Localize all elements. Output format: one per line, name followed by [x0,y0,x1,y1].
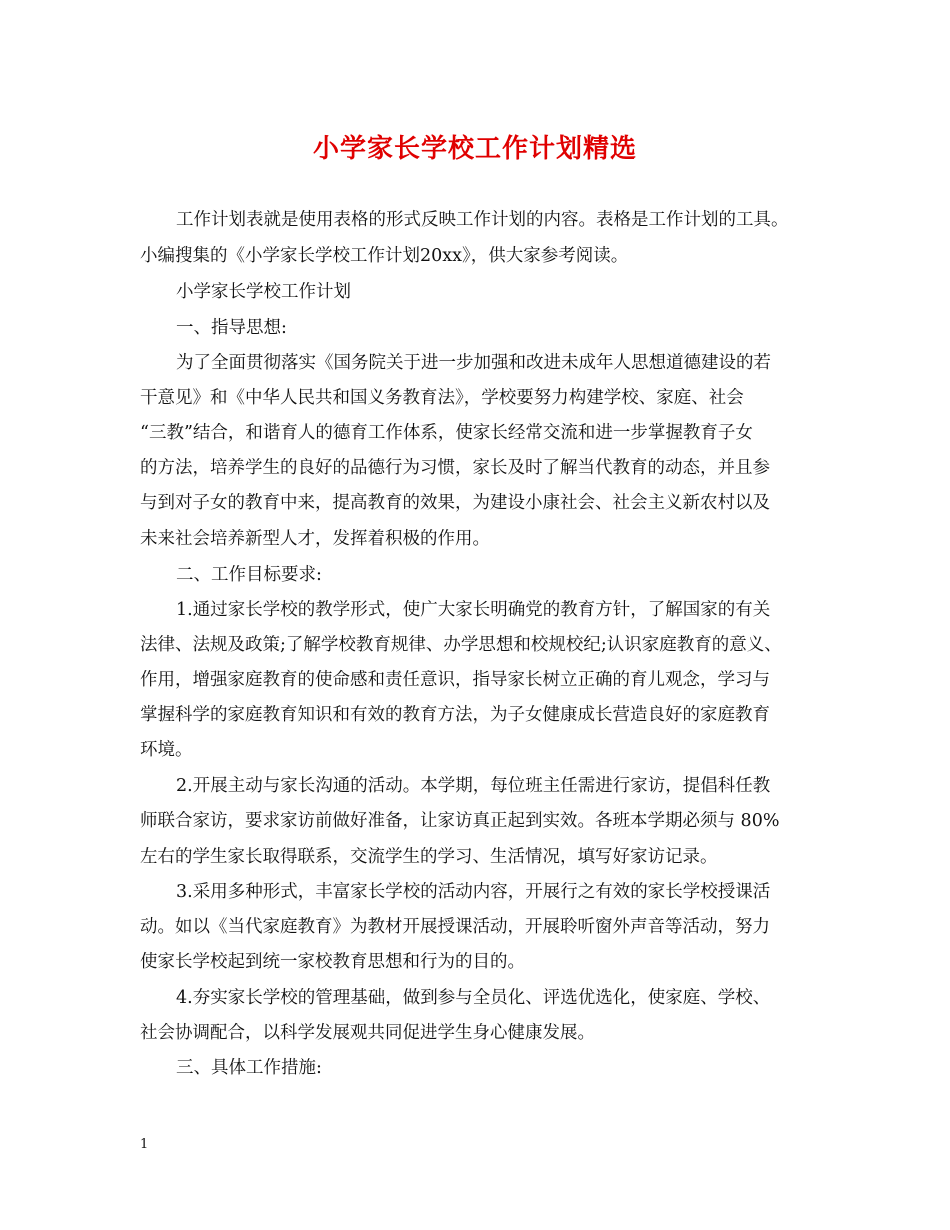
body-line: 小学家长学校工作计划 [176,282,351,302]
body-line: 左右的学生家长取得联系，交流学生的学习、生活情况，填写好家访记录。 [140,847,718,867]
page-title: 小学家长学校工作计划精选 [312,134,637,164]
section-heading: 三、具体工作措施: [176,1058,322,1078]
body-line: 1.通过家长学校的教学形式，使广大家长明确党的教育方针，了解国家的有关 [176,600,771,620]
body-line: 师联合家访，要求家访前做好准备，让家访真正起到实效。各班本学期必须与 80% [140,811,780,831]
body-line: 环境。 [140,740,193,760]
body-line: 3.采用多种形式，丰富家长学校的活动内容，开展行之有效的家长学校授课活 [176,882,771,902]
body-line: 为了全面贯彻落实《国务院关于进一步加强和改进未成年人思想道德建设的若 [176,353,771,373]
section-heading: 一、指导思想: [176,318,287,338]
body-line: 社会协调配合，以科学发展观共同促进学生身心健康发展。 [140,1023,595,1043]
body-line: 法律、法规及政策;了解学校教育规律、办学思想和校规校纪;认识家庭教育的意义、 [140,635,782,655]
body-line: 的方法，培养学生的良好的品德行为习惯，家长及时了解当代教育的动态，并且参 [140,458,770,478]
body-line: 工作计划表就是使用表格的形式反映工作计划的内容。表格是工作计划的工具。 [176,210,789,230]
body-line: 未来社会培养新型人才，发挥着积极的作用。 [140,529,490,549]
body-line: 与到对子女的教育中来，提高教育的效果，为建设小康社会、社会主义新农村以及 [140,493,770,513]
body-line: 干意见》和《中华人民共和国义务教育法》，学校要努力构建学校、家庭、社会 [140,388,744,408]
section-heading: 二、工作目标要求: [176,565,322,585]
body-line: “三教”结合，和谐育人的德育工作体系，使家长经常交流和进一步掌握教育子女 [140,423,753,443]
body-line: 4.夯实家长学校的管理基础，做到参与全员化、评选优选化，使家庭、学校、 [176,988,771,1008]
body-line: 小编搜集的《小学家长学校工作计划20xx》，供大家参考阅读。 [140,246,629,266]
body-line: 2.开展主动与家长沟通的活动。本学期，每位班主任需进行家访，提倡科任教 [176,776,771,796]
page-number: 1 [140,1137,149,1152]
body-line: 动。如以《当代家庭教育》为教材开展授课活动，开展聆听窗外声音等活动，努力 [140,917,770,937]
body-line: 掌握科学的家庭教育知识和有效的教育方法，为子女健康成长营造良好的家庭教育 [140,705,770,725]
body-line: 使家长学校起到统一家校教育思想和行为的目的。 [140,952,525,972]
body-line: 作用，增强家庭教育的使命感和责任意识，指导家长树立正确的育儿观念，学习与 [140,670,770,690]
